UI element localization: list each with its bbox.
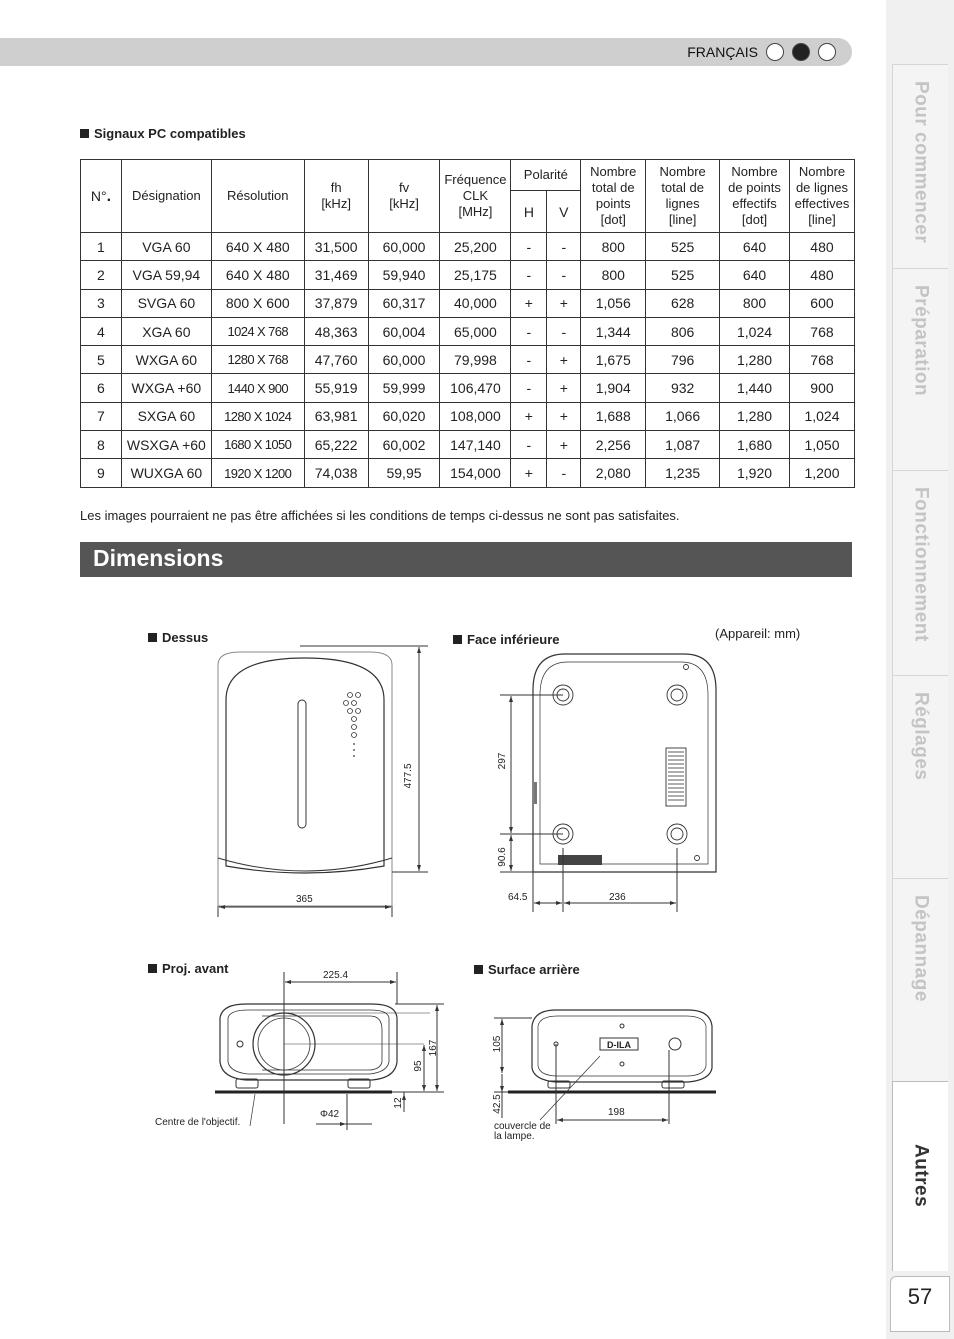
table-cell: 800 — [581, 261, 646, 289]
table-cell: 59,999 — [368, 374, 440, 402]
table-cell: 768 — [789, 346, 854, 374]
table-cell: 1,904 — [581, 374, 646, 402]
signals-note: Les images pourraient ne pas être affichées si les conditions de temps ci-dessus ne sont pas satisfaites. — [80, 508, 680, 523]
table-cell: 480 — [789, 233, 854, 261]
dim-rear-h2: 42.5 — [492, 1094, 503, 1114]
label-rear-view: Surface arrière — [474, 962, 580, 977]
table-cell: 1,280 — [720, 346, 790, 374]
table-cell: 25,200 — [440, 233, 511, 261]
table-cell: 806 — [646, 317, 720, 345]
table-cell: 2,080 — [581, 459, 646, 487]
table-cell: 79,998 — [440, 346, 511, 374]
table-cell: WXGA +60 — [121, 374, 211, 402]
page-number: 57 — [890, 1276, 950, 1332]
table-cell: 1,050 — [789, 431, 854, 459]
table-cell: + — [547, 402, 581, 430]
table-cell: 900 — [789, 374, 854, 402]
table-cell: 65,222 — [304, 431, 368, 459]
table-cell: 40,000 — [440, 289, 511, 317]
front-view-drawing — [215, 972, 444, 1130]
header-total-lines: Nombre total de lignes [line] — [646, 160, 720, 233]
header-effective-lines: Nombre de lignes effectives [line] — [789, 160, 854, 233]
table-cell: 480 — [789, 261, 854, 289]
table-cell: 60,004 — [368, 317, 440, 345]
dim-top-width: 365 — [296, 894, 313, 905]
table-cell: 47,760 — [304, 346, 368, 374]
table-cell: 9 — [81, 459, 122, 487]
top-view-drawing — [218, 646, 428, 917]
tab-autres[interactable]: Autres — [892, 1081, 948, 1271]
table-cell: 60,000 — [368, 346, 440, 374]
table-cell: + — [547, 431, 581, 459]
table-cell: - — [511, 346, 547, 374]
dim-bottom-d2: 90.6 — [497, 847, 508, 867]
header-fh: fh [kHz] — [304, 160, 368, 233]
table-cell: 59,940 — [368, 261, 440, 289]
label-bottom-view: Face inférieure — [453, 632, 560, 647]
table-cell: - — [547, 317, 581, 345]
table-cell: 640 — [720, 261, 790, 289]
table-cell: 640 — [720, 233, 790, 261]
table-cell: 1680 X 1050 — [211, 431, 304, 459]
table-cell: SXGA 60 — [121, 402, 211, 430]
table-cell: 1920 X 1200 — [211, 459, 304, 487]
table-cell: 1,066 — [646, 402, 720, 430]
table-cell: 5 — [81, 346, 122, 374]
dim-rear-width: 198 — [608, 1107, 625, 1118]
dimensions-title: Dimensions — [93, 545, 224, 571]
table-cell: 800 — [720, 289, 790, 317]
label-top-view: Dessus — [148, 630, 208, 645]
dim-front-h1: 167 — [428, 1039, 439, 1057]
table-cell: 63,981 — [304, 402, 368, 430]
table-cell: 31,500 — [304, 233, 368, 261]
table-cell: + — [511, 402, 547, 430]
table-cell: - — [547, 459, 581, 487]
rear-lamp-cover-label-1: couvercle de — [494, 1121, 551, 1132]
table-cell: 60,000 — [368, 233, 440, 261]
table-cell: VGA 59,94 — [121, 261, 211, 289]
header-pol-h: H — [511, 191, 547, 233]
table-cell: 4 — [81, 317, 122, 345]
table-cell: 640 X 480 — [211, 261, 304, 289]
table-cell: 48,363 — [304, 317, 368, 345]
table-cell: 1280 X 768 — [211, 346, 304, 374]
table-cell: 1,440 — [720, 374, 790, 402]
table-cell: 1440 X 900 — [211, 374, 304, 402]
table-cell: 628 — [646, 289, 720, 317]
table-cell: 1024 X 768 — [211, 317, 304, 345]
table-cell: 1,344 — [581, 317, 646, 345]
language-label: FRANÇAIS — [687, 44, 758, 60]
header-no: N°. — [81, 160, 122, 233]
table-cell: 147,140 — [440, 431, 511, 459]
header-effective-points: Nombre de points effectifs [dot] — [720, 160, 790, 233]
tab-preparation[interactable]: Préparation — [892, 268, 948, 470]
dim-rear-h1: 105 — [492, 1035, 503, 1053]
table-cell: 2 — [81, 261, 122, 289]
table-cell: 1,920 — [720, 459, 790, 487]
table-cell: + — [547, 289, 581, 317]
table-cell: 106,470 — [440, 374, 511, 402]
bottom-view-drawing — [500, 654, 716, 912]
table-cell: 1,280 — [720, 402, 790, 430]
table-cell: 1280 X 1024 — [211, 402, 304, 430]
table-cell: - — [547, 261, 581, 289]
label-front-view: Proj. avant — [148, 961, 228, 976]
header-total-points: Nombre total de points [dot] — [581, 160, 646, 233]
table-cell: VGA 60 — [121, 233, 211, 261]
signals-section-title: Signaux PC compatibles — [80, 126, 246, 141]
table-cell: 2,256 — [581, 431, 646, 459]
tab-reglages[interactable]: Réglages — [892, 675, 948, 878]
header-designation: Désignation — [121, 160, 211, 233]
rear-view-drawing — [494, 1010, 716, 1124]
table-cell: + — [547, 374, 581, 402]
table-cell: SVGA 60 — [121, 289, 211, 317]
table-cell: 31,469 — [304, 261, 368, 289]
dim-bottom-w2: 236 — [609, 892, 626, 903]
table-cell: WXGA 60 — [121, 346, 211, 374]
table-cell: - — [511, 317, 547, 345]
table-cell: + — [547, 346, 581, 374]
table-cell: 60,317 — [368, 289, 440, 317]
table-cell: 1,087 — [646, 431, 720, 459]
table-cell: 1,675 — [581, 346, 646, 374]
table-cell: 3 — [81, 289, 122, 317]
table-cell: + — [511, 289, 547, 317]
unit-note: (Appareil: mm) — [715, 626, 801, 641]
rear-lamp-cover-label-2: la lampe. — [494, 1131, 535, 1142]
table-cell: - — [511, 233, 547, 261]
header-pol-v: V — [547, 191, 581, 233]
table-cell: 796 — [646, 346, 720, 374]
table-cell: 154,000 — [440, 459, 511, 487]
tab-fonctionnement[interactable]: Fonctionnement — [892, 470, 948, 675]
table-cell: 1,235 — [646, 459, 720, 487]
table-cell: 1 — [81, 233, 122, 261]
dim-front-h2: 95 — [413, 1060, 424, 1072]
table-cell: 1,056 — [581, 289, 646, 317]
table-cell: 6 — [81, 374, 122, 402]
table-cell: 800 — [581, 233, 646, 261]
table-cell: 25,175 — [440, 261, 511, 289]
dim-front-width: 225.4 — [323, 970, 349, 981]
table-cell: 640 X 480 — [211, 233, 304, 261]
table-cell: 1,680 — [720, 431, 790, 459]
dim-bottom-d1: 297 — [497, 752, 508, 770]
table-cell: 60,020 — [368, 402, 440, 430]
table-cell: WSXGA +60 — [121, 431, 211, 459]
table-cell: 65,000 — [440, 317, 511, 345]
rear-logo: D-ILA — [607, 1040, 631, 1050]
table-cell: - — [511, 374, 547, 402]
table-cell: 1,024 — [789, 402, 854, 430]
table-cell: 37,879 — [304, 289, 368, 317]
table-cell: 525 — [646, 233, 720, 261]
header-resolution: Résolution — [211, 160, 304, 233]
dim-bottom-w1: 64.5 — [508, 892, 528, 903]
header-polarity: Polarité — [511, 160, 581, 191]
table-cell: - — [547, 233, 581, 261]
table-cell: + — [511, 459, 547, 487]
table-cell: 1,024 — [720, 317, 790, 345]
table-cell: 1,688 — [581, 402, 646, 430]
table-cell: 932 — [646, 374, 720, 402]
table-cell: 60,002 — [368, 431, 440, 459]
table-cell: 55,919 — [304, 374, 368, 402]
table-cell: 74,038 — [304, 459, 368, 487]
table-cell: 768 — [789, 317, 854, 345]
dim-front-h3: 12 — [393, 1097, 404, 1109]
table-cell: 600 — [789, 289, 854, 317]
table-cell: 108,000 — [440, 402, 511, 430]
table-cell: 7 — [81, 402, 122, 430]
table-cell: 800 X 600 — [211, 289, 304, 317]
table-cell: 59,95 — [368, 459, 440, 487]
table-cell: - — [511, 431, 547, 459]
table-cell: 1,200 — [789, 459, 854, 487]
front-lens-center-label: Centre de l'objectif. — [155, 1117, 241, 1128]
dim-top-depth: 477.5 — [403, 763, 414, 789]
table-cell: XGA 60 — [121, 317, 211, 345]
tab-pour-commencer[interactable]: Pour commencer — [892, 64, 948, 269]
header-fv: fv [kHz] — [368, 160, 440, 233]
table-cell: 8 — [81, 431, 122, 459]
table-cell: 525 — [646, 261, 720, 289]
table-cell: WUXGA 60 — [121, 459, 211, 487]
dim-front-diameter: Φ42 — [320, 1109, 340, 1120]
table-cell: - — [511, 261, 547, 289]
tab-depannage[interactable]: Dépannage — [892, 878, 948, 1081]
header-clk: Fréquence CLK [MHz] — [440, 160, 511, 233]
